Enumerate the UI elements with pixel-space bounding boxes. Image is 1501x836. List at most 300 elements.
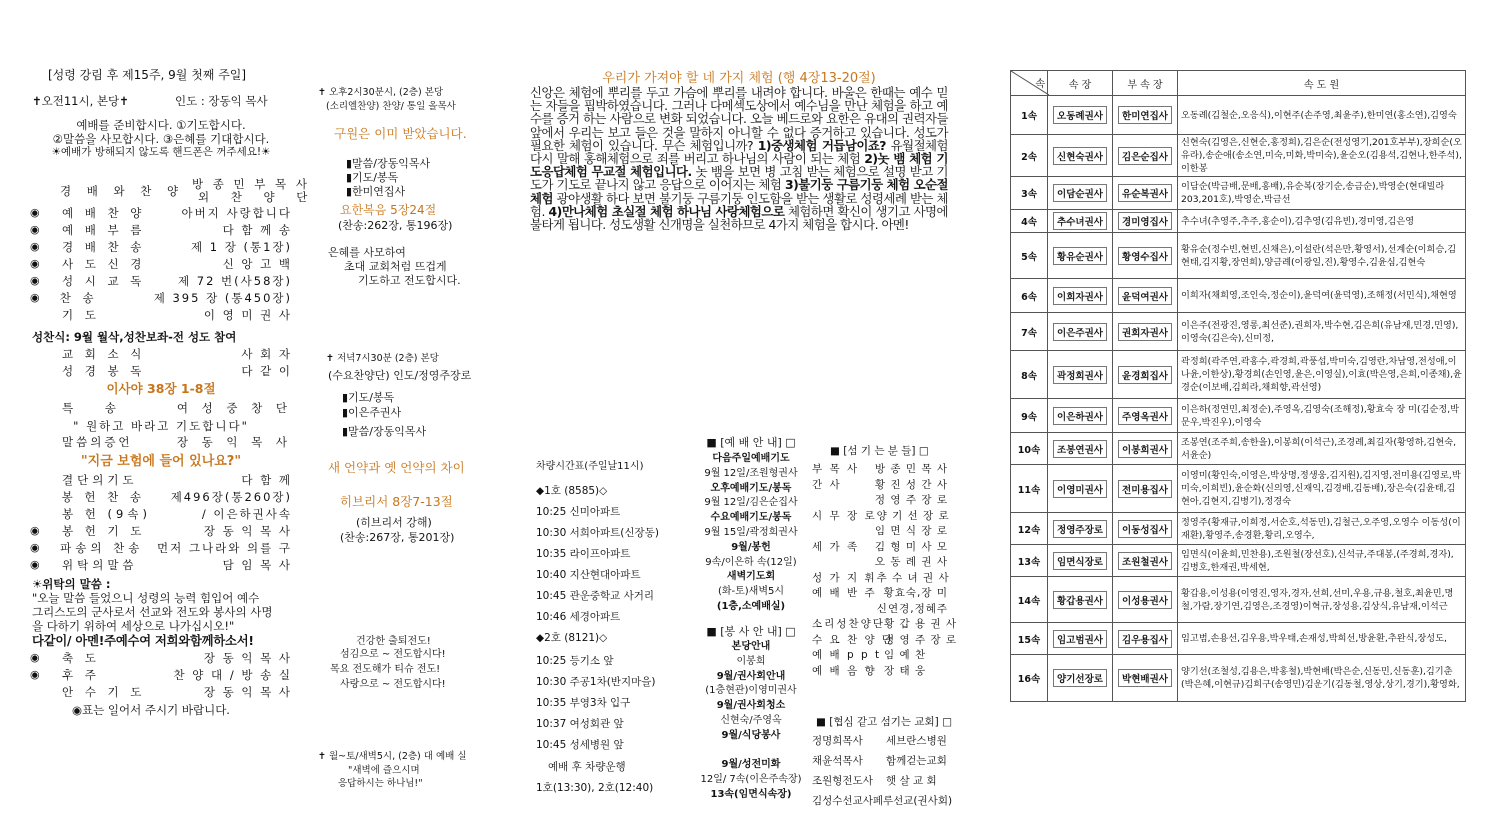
choir-pastor: 방 종 민 부 목 사 bbox=[192, 177, 310, 191]
commission-head: ☀위탁의 말씀 : bbox=[32, 577, 111, 591]
district-row bbox=[1011, 96, 1466, 135]
staff-role: 세 가 족 bbox=[812, 540, 860, 553]
prep-line-2: ②말씀을 사모합시다. ③은혜를 기대합시다. bbox=[52, 132, 270, 146]
district-row bbox=[1011, 279, 1466, 313]
district-subleader-name: 유순복권사 bbox=[1118, 184, 1172, 202]
afternoon-hymn: (찬송:262장, 통196장) bbox=[338, 219, 453, 232]
evening-scripture: 히브리서 8장7-13절 bbox=[340, 494, 453, 509]
info-item: 9속/이은하 속(12일) bbox=[705, 556, 797, 568]
info-item: 9월/권사회안내 bbox=[716, 670, 786, 682]
communion-note: 성찬식: 9월 월삭,성찬보좌-전 성도 참여 bbox=[32, 330, 237, 344]
district-row bbox=[1011, 433, 1466, 465]
district-subleader bbox=[1113, 210, 1178, 233]
evangelism-line-1: 건강한 출퇴전도! bbox=[356, 636, 431, 647]
district-subleader bbox=[1113, 96, 1178, 135]
district-subleader-name: 이봉희권사 bbox=[1118, 440, 1172, 458]
mission-place: 페루선교(권사회) bbox=[872, 795, 953, 807]
district-members: 조봉연(조주희,송한을),이봉희(이석근),조경례,최길자(황영하,김현숙,서윤순) bbox=[1178, 433, 1466, 465]
district-leader-name: 곽정희권사 bbox=[1053, 366, 1107, 384]
mission-head: ■ [협심 같고 섬기는 교회] □ bbox=[816, 716, 953, 728]
mission-row bbox=[812, 754, 948, 768]
bulletin-header: [성령 강림 후 제15주, 9월 첫째 주일] bbox=[48, 68, 247, 82]
grace-line-2: 초대 교회처럼 뜨겁게 bbox=[344, 260, 447, 273]
info-item: 다음주일예배기도 bbox=[712, 453, 790, 464]
district-number: 1속 bbox=[1011, 96, 1048, 135]
order-label: 찬 송 bbox=[59, 291, 98, 305]
staff-name: 양 기 선 장 로 bbox=[876, 509, 950, 522]
staff-row bbox=[812, 493, 948, 507]
dawn-line-1: ✝ 월~토/새벽5시, (2층) 대 예배 실 bbox=[318, 751, 467, 762]
district-row bbox=[1011, 233, 1466, 279]
order-label: 결단의기도 bbox=[62, 473, 138, 487]
district-subleader bbox=[1113, 465, 1178, 513]
afternoon-item-1: ▮말씀/장동익목사 bbox=[346, 157, 431, 170]
district-number: 14속 bbox=[1011, 577, 1048, 623]
service-time: ✝오전11시, 본당✝ bbox=[32, 94, 129, 108]
district-subleader bbox=[1113, 399, 1178, 433]
afternoon-scripture: 요한복음 5장24절 bbox=[340, 203, 437, 217]
order-value: 사 회 자 bbox=[241, 347, 292, 361]
district-members: 황유순(정수빈,현빈,신채은),이설란(석은만,황영서),선계순(이희승,김현태,김지황,장연희),양금례(이광일,진),황영수,김윤심,김현숙 bbox=[1178, 233, 1466, 279]
subleader-col-head: 부 속 장 bbox=[1113, 71, 1178, 96]
district-subleader-name: 김은순집사 bbox=[1118, 147, 1172, 165]
order-value: 제 1 장 (통1장) bbox=[190, 240, 292, 254]
evening-item-2: ▮이은주권사 bbox=[342, 406, 402, 419]
bullet-icon: ◉ bbox=[30, 206, 40, 219]
evening-time: ✝ 저녁7시30분 (2층) 본당 bbox=[326, 353, 439, 364]
district-table bbox=[1010, 70, 1466, 702]
special-song-performer: 여 성 중 창 단 bbox=[176, 401, 292, 415]
evening-sub2: (히브리서 강해) bbox=[356, 516, 432, 529]
order-value: 다 함 께 송 bbox=[222, 223, 292, 237]
district-subleader-name: 이동성집사 bbox=[1118, 520, 1172, 538]
bus-stop: 10:45 성세병원 앞 bbox=[536, 739, 624, 751]
district-number: 12속 bbox=[1011, 513, 1048, 545]
staff-role: 간 사 bbox=[812, 478, 842, 491]
order-value: 담 임 목 사 bbox=[222, 558, 292, 572]
bullet-icon: ◉ bbox=[30, 240, 40, 253]
worship-info-head: ■ [예 배 안 내] □ bbox=[706, 436, 796, 449]
staff-row bbox=[812, 617, 958, 631]
worship-praise-label: 경 배 와 찬 양 bbox=[60, 184, 185, 198]
district-leader-name: 황갑용권사 bbox=[1053, 591, 1107, 609]
district-row bbox=[1011, 210, 1466, 233]
mission-place: 세브란스병원 bbox=[886, 735, 947, 747]
order-label: 기 도 bbox=[62, 308, 100, 322]
afternoon-item-3: ▮한미연집사 bbox=[346, 185, 406, 198]
district-leader-name: 신현숙권사 bbox=[1053, 147, 1107, 165]
service-leader: 인도 : 장동익 목사 bbox=[175, 94, 268, 108]
district-leader-name: 이희자권사 bbox=[1053, 287, 1107, 305]
district-subleader-name: 김우용집사 bbox=[1118, 630, 1172, 648]
order-label: 안 수 기 도 bbox=[62, 685, 146, 699]
district-members: 정영주(황재규,이희정,서순호,석동민),김철근,오주영,오영수 이동성(이재환),황영주,송경환,황리,오영수, bbox=[1178, 513, 1466, 545]
bullet-icon: ◉ bbox=[30, 651, 40, 664]
staff-row bbox=[812, 633, 958, 647]
order-label: 사 도 신 경 bbox=[62, 257, 146, 271]
district-leader bbox=[1048, 513, 1113, 545]
district-members: 이은주(전광진,영롱,최선준),권희자,박수현,김은희(유남재,민경,민영),이영숙(김은숙),신미정, bbox=[1178, 313, 1466, 351]
district-subleader bbox=[1113, 233, 1178, 279]
district-subleader-name: 경미영집사 bbox=[1118, 212, 1172, 230]
order-value: 장 동 익 목 사 bbox=[203, 524, 292, 538]
district-number: 15속 bbox=[1011, 623, 1048, 655]
district-number: 10속 bbox=[1011, 433, 1048, 465]
sermon-title: "지금 보험에 들어 있나요?" bbox=[80, 454, 242, 469]
bus-stop: 10:46 세경아파트 bbox=[536, 611, 621, 623]
order-label: 파송의 찬송 bbox=[60, 541, 144, 555]
district-col-head: 속 bbox=[1035, 79, 1045, 90]
district-leader-name: 황유순권사 bbox=[1053, 247, 1107, 265]
info-item: 12일/ 7속(이은주속장) bbox=[700, 774, 802, 786]
district-leader bbox=[1048, 545, 1113, 577]
district-subleader bbox=[1113, 577, 1178, 623]
special-song-row bbox=[30, 401, 292, 415]
district-number: 3속 bbox=[1011, 177, 1048, 210]
district-leader-name: 정영주장로 bbox=[1053, 520, 1107, 538]
order-row bbox=[30, 223, 292, 237]
info-item: 이봉희 bbox=[736, 655, 766, 667]
staff-row bbox=[812, 509, 948, 523]
commission-line-3: 을 다하기 위하여 세상으로 나가십시오!" bbox=[32, 619, 235, 633]
staff-role: 수 요 찬 양 단 bbox=[812, 633, 895, 646]
staff-role: 소리성찬양단 bbox=[812, 618, 885, 630]
order-value: 제496장(통260장) bbox=[170, 490, 292, 504]
district-subleader bbox=[1113, 177, 1178, 210]
mission-row bbox=[812, 774, 948, 788]
district-diag-header bbox=[1011, 71, 1048, 96]
order-value: 장 동 익 목 사 bbox=[203, 685, 292, 699]
evening-item-1: ▮기도/봉독 bbox=[342, 391, 395, 404]
order-value: 장 동 익 목 사 bbox=[203, 651, 292, 665]
district-members: 신현숙(김영은,신현순,홍정희),김은순(전성영기,201호부부),장희순(오유라),송순애(송소연,미숙,미화,박미숙),윤순오(김용석,김현나,한주석),이한봉 bbox=[1178, 135, 1466, 177]
order-row bbox=[30, 206, 292, 220]
afternoon-sub: (소리엘찬양) 찬양/ 통일 올목사 bbox=[326, 101, 456, 112]
order-label: 봉 헌 기 도 bbox=[62, 524, 146, 538]
order-row bbox=[30, 490, 292, 504]
order-label: 봉 헌 (9속) bbox=[62, 507, 151, 521]
order-row bbox=[30, 558, 292, 572]
district-leader-name: 양기선장로 bbox=[1053, 669, 1107, 687]
district-leader-name: 임면식장로 bbox=[1053, 552, 1107, 570]
order-row bbox=[30, 274, 292, 288]
order-row bbox=[30, 473, 292, 487]
order-value: 제 395 장 (통450장) bbox=[153, 291, 292, 305]
district-members: 이희자(채희영,조인숙,정순이),윤덕여(윤덕영),조해정(서민식),채현영 bbox=[1178, 279, 1466, 313]
service-info-head: ■ [봉 사 안 내] □ bbox=[706, 625, 796, 638]
prep-line-1: 예배를 준비합시다. ①기도합시다. bbox=[76, 118, 246, 132]
district-subleader bbox=[1113, 545, 1178, 577]
district-number: 16속 bbox=[1011, 655, 1048, 702]
district-row bbox=[1011, 513, 1466, 545]
order-row bbox=[30, 507, 292, 521]
staff-role: 예 배 음 향 bbox=[812, 664, 877, 677]
order-label: 예 배 부 름 bbox=[62, 223, 146, 237]
district-leader bbox=[1048, 96, 1113, 135]
info-item: (1층,소예배실) bbox=[716, 601, 786, 612]
evening-hymn: (찬송:267장, 통201장) bbox=[340, 531, 455, 544]
grace-line-3: 기도하고 전도합시다. bbox=[358, 274, 461, 287]
district-leader bbox=[1048, 135, 1113, 177]
district-leader-name: 임고범권사 bbox=[1053, 630, 1107, 648]
afternoon-item-2: ▮기도/봉독 bbox=[346, 171, 399, 184]
order-value: 이 영 미 권 사 bbox=[203, 308, 292, 322]
mission-row bbox=[812, 794, 953, 808]
order-label: 예 배 찬 양 bbox=[62, 206, 146, 220]
staff-name: 황효숙,장 미 bbox=[883, 587, 948, 599]
staff-row bbox=[812, 540, 948, 554]
bus-stop: 10:35 라이프아파트 bbox=[536, 548, 631, 560]
afternoon-time: ✝ 오후2시30분시, (2층) 본당 bbox=[318, 87, 444, 98]
order-row bbox=[30, 364, 292, 378]
info-item: 신현숙/주영옥 bbox=[720, 715, 782, 726]
staff-row bbox=[812, 664, 948, 678]
staff-name: 방 종 민 목 사 bbox=[874, 463, 948, 475]
district-members: 양기선(조철성,김용은,박홍철),박현배(박은순,신동민,신동훈),김기춘(박은혜,이현규)김희구(송영민)김운기(김동철,영상,상기,경기),황영화, bbox=[1178, 655, 1466, 702]
staff-role: 시 무 장 로 bbox=[812, 509, 877, 522]
sermon-summary-title: 우리가 가져야 할 네 가지 체험 (행 4장13-20절) bbox=[602, 71, 876, 86]
order-value: 찬 양 대 / 방 송 실 bbox=[173, 668, 292, 682]
order-row bbox=[30, 541, 292, 555]
order-value: 먼저 그나라와 의를 구 bbox=[157, 541, 292, 555]
district-number: 2속 bbox=[1011, 135, 1048, 177]
staff-name: 신연경,정혜주 bbox=[876, 602, 948, 615]
bus-stop: 10:37 여성회관 앞 bbox=[536, 718, 624, 730]
mission-name: 조원형전도사 bbox=[812, 775, 873, 787]
evangelism-line-4: 사랑으로 ~ 전도합시다! bbox=[340, 679, 446, 690]
evening-item-3: ▮말씀/장동익목사 bbox=[342, 425, 427, 438]
district-subleader-name: 주영옥권사 bbox=[1118, 407, 1172, 425]
district-row bbox=[1011, 313, 1466, 351]
bus-stop: 10:25 등기소 앞 bbox=[536, 655, 614, 667]
district-row bbox=[1011, 399, 1466, 433]
order-row bbox=[30, 685, 292, 699]
district-subleader bbox=[1113, 433, 1178, 465]
district-subleader-name: 전미용집사 bbox=[1118, 480, 1172, 498]
district-number: 5속 bbox=[1011, 233, 1048, 279]
bus-stop: 10:30 서희아파트(신장동) bbox=[536, 527, 659, 539]
bus-stop: 10:30 주공1차(반지마을) bbox=[536, 676, 656, 688]
bullet-icon: ◉ bbox=[30, 541, 40, 554]
bullet-icon: ◉ bbox=[30, 274, 40, 287]
special-song-title: " 원하고 바라고 기도합니다" bbox=[73, 419, 249, 433]
staff-row bbox=[812, 571, 948, 585]
order-value: 신 앙 고 백 bbox=[222, 257, 292, 271]
district-leader-name: 이영미권사 bbox=[1053, 480, 1107, 498]
district-leader bbox=[1048, 465, 1113, 513]
info-item: 9월/봉헌 bbox=[731, 541, 771, 553]
district-number: 6속 bbox=[1011, 279, 1048, 313]
mission-row bbox=[812, 734, 948, 748]
order-label: 성 시 교 독 bbox=[62, 274, 146, 288]
district-members: 황갑용,이성용(이영진,영자,경자,선희,선미,우용,규용,철호,최윤민,명철,가람,장기연,김영은,조경영)이혁규,장성용,김상식,유남재,이석근 bbox=[1178, 577, 1466, 623]
bus-after-label: 예배 후 차량운행 bbox=[548, 761, 626, 773]
district-number: 11속 bbox=[1011, 465, 1048, 513]
bullet-icon: ◉ bbox=[30, 291, 40, 304]
staff-row bbox=[812, 555, 948, 569]
staff-role: 예 배 p p t bbox=[812, 649, 882, 661]
info-item: 9월/식당봉사 bbox=[721, 729, 781, 741]
order-value: 아버지 사랑합니다 bbox=[181, 206, 292, 220]
order-row bbox=[30, 651, 292, 665]
staff-row bbox=[812, 524, 948, 538]
district-leader bbox=[1048, 279, 1113, 313]
bus-stop: 10:25 신미아파트 bbox=[536, 506, 621, 518]
evening-title: 새 언약과 옛 언약의 차이 bbox=[328, 460, 465, 475]
district-number: 9속 bbox=[1011, 399, 1048, 433]
dawn-line-3: 응답하시는 하나님!" bbox=[338, 778, 423, 789]
evening-sub: (수요찬양단) 인도/정영주장로 bbox=[328, 369, 472, 382]
district-leader bbox=[1048, 399, 1113, 433]
district-subleader bbox=[1113, 623, 1178, 655]
district-leader-name: 이은주권사 bbox=[1053, 323, 1107, 341]
info-item: 9월/권사회청소 bbox=[716, 700, 786, 712]
district-leader bbox=[1048, 351, 1113, 399]
prep-line-3: ☀예배가 방해되지 않도록 핸드폰은 꺼주세요!☀ bbox=[51, 146, 271, 158]
district-number: 7속 bbox=[1011, 313, 1048, 351]
district-subleader bbox=[1113, 351, 1178, 399]
bus-stop: 10:40 지산현대아파트 bbox=[536, 569, 641, 581]
staff-row bbox=[812, 586, 948, 600]
info-item: 오후예배기도/봉독 bbox=[710, 482, 792, 494]
staff-role: 성 가 지 휘 bbox=[812, 571, 877, 584]
order-row bbox=[30, 308, 292, 322]
order-value: / 이은하권사속 bbox=[201, 507, 292, 521]
district-subleader-name: 권희자권사 bbox=[1118, 323, 1172, 341]
info-item: 9월 15일/곽정희권사 bbox=[704, 527, 798, 538]
district-number: 8속 bbox=[1011, 351, 1048, 399]
scripture-reading: 이사야 38장 1-8절 bbox=[106, 381, 216, 396]
members-col-head: 속 도 원 bbox=[1178, 71, 1466, 96]
staff-name: 김 형 미 사 모 bbox=[874, 540, 948, 553]
district-row bbox=[1011, 135, 1466, 177]
evangelism-line-2: 섬김으로 ~ 전도합시다! bbox=[340, 649, 446, 660]
info-item: 13속(임면식속장) bbox=[710, 789, 792, 800]
info-item: 9월 12일/김은순집사 bbox=[704, 497, 798, 509]
mission-place: 함께걷는교회 bbox=[886, 755, 947, 767]
district-leader bbox=[1048, 233, 1113, 279]
district-leader bbox=[1048, 577, 1113, 623]
dawn-line-2: "새벽에 즐으시며 bbox=[348, 765, 420, 776]
district-leader-name: 이은하권사 bbox=[1053, 407, 1107, 425]
district-leader bbox=[1048, 177, 1113, 210]
district-row bbox=[1011, 655, 1466, 702]
order-label: 후 주 bbox=[61, 668, 100, 682]
order-label: 위탁의말씀 bbox=[62, 558, 138, 572]
bus-route-1: ◆1호 (8585)◇ bbox=[536, 485, 608, 497]
order-value: 제 72 번(사58장) bbox=[178, 274, 292, 288]
district-members: 오동례(김철순,오응식),이현주(손주영,최윤주),한미연(홍소연),김영숙 bbox=[1178, 96, 1466, 135]
staff-name: 황 갑 용 권 사 bbox=[884, 618, 958, 630]
order-label: 성 경 봉 독 bbox=[62, 364, 146, 378]
order-label: 교 회 소 식 bbox=[62, 347, 146, 361]
leader-col-head: 속 장 bbox=[1048, 71, 1113, 96]
district-subleader-name: 황영수집사 bbox=[1118, 247, 1172, 265]
staff-row bbox=[812, 602, 948, 616]
footnote: ◉표는 일어서 주시기 바랍니다. bbox=[72, 703, 230, 717]
staff-name: 장 태 웅 bbox=[884, 664, 927, 677]
district-members: 임고범,손용선,김우용,박우태,손재성,박희선,방윤환,추완식,장성도, bbox=[1178, 623, 1466, 655]
commission-line-1: "오늘 말씀 들었으니 성령의 능력 힘입어 예수 bbox=[32, 591, 260, 605]
staff-name: 정 영 주 장 로 bbox=[884, 633, 958, 646]
order-row bbox=[30, 524, 292, 538]
bullet-icon: ◉ bbox=[30, 558, 40, 571]
praise-team: 외 찬 양 단 bbox=[198, 190, 317, 204]
order-row bbox=[30, 240, 292, 254]
mission-place: 햇 살 교 회 bbox=[886, 775, 937, 787]
sermon-emphasis: 4)만나체험 초실절 체험 하나님 사랑체험으로 bbox=[548, 203, 785, 219]
bullet-icon: ◉ bbox=[30, 668, 40, 681]
sermon-emphasis: 1)중생체험 거듭남이죠? bbox=[757, 137, 886, 153]
bus-stop: 10:35 부영3차 입구 bbox=[536, 697, 631, 709]
district-members: 이영미(황인숙,이영은,박상명,정생웅,김지원),김지영,전미용(김영로,박미숙,이희빈),윤순화(신의영,신재익,김경배,김동배),장은숙(김윤태,김현아,김현지,김병기),정경숙 bbox=[1178, 465, 1466, 513]
district-members: 이은하(정연민,최정순),주영옥,김영숙(조해정),황효숙 장 미(김순정,박문우,박진우),이영숙 bbox=[1178, 399, 1466, 433]
special-song-label: 특 송 bbox=[62, 401, 130, 415]
district-row bbox=[1011, 623, 1466, 655]
staff-name: 오 동 례 권 사 bbox=[874, 556, 948, 568]
district-leader bbox=[1048, 433, 1113, 465]
district-leader bbox=[1048, 313, 1113, 351]
district-members: 임면식(이윤희,민찬용),조원철(장선호),신석규,주대봉,(주경희,경자),김병호,한재권,박세현, bbox=[1178, 545, 1466, 577]
district-leader bbox=[1048, 623, 1113, 655]
district-members: 곽정희(곽주연,곽홍수,곽경희,곽풍섭,박미숙,김영란,차남영,전성애,이나윤,이한상),황경희(손인영,윤은,이영실),이효(박은영,은희,이종채),윤경순(이보배,김희라,채희향,곽선영) bbox=[1178, 351, 1466, 399]
district-leader-name: 오동례권사 bbox=[1053, 106, 1107, 124]
mission-name: 정명희목사 bbox=[812, 735, 863, 747]
staff-row bbox=[812, 478, 948, 492]
staff-name: 임 예 찬 bbox=[884, 649, 927, 661]
district-row bbox=[1011, 545, 1466, 577]
district-subleader bbox=[1113, 655, 1178, 702]
bullet-icon: ◉ bbox=[30, 524, 40, 537]
district-row bbox=[1011, 351, 1466, 399]
order-row bbox=[30, 668, 292, 682]
staff-row bbox=[812, 648, 948, 662]
district-row bbox=[1011, 177, 1466, 210]
district-row bbox=[1011, 577, 1466, 623]
district-subleader bbox=[1113, 135, 1178, 177]
order-label: 축 도 bbox=[62, 651, 100, 665]
order-row bbox=[30, 291, 292, 305]
district-leader-name: 이담순권사 bbox=[1053, 184, 1107, 202]
district-row bbox=[1011, 465, 1466, 513]
info-item: (1층현관)이영미권사 bbox=[705, 685, 797, 697]
staff-name: 황 진 성 간 사 bbox=[874, 478, 948, 491]
bus-stop: 10:45 관운중학교 사거리 bbox=[536, 590, 655, 602]
district-members: 추수녀(추영주,추주,홍순이),김추영(김유빈),경미영,김은영 bbox=[1178, 210, 1466, 233]
staff-row bbox=[812, 462, 948, 476]
info-item: 9월/성전미화 bbox=[721, 759, 781, 771]
sermon-preacher: 장 동 익 목 사 bbox=[176, 435, 292, 449]
staff-name: 임 면 식 장 로 bbox=[874, 525, 948, 537]
district-subleader-name: 윤덕여권사 bbox=[1118, 287, 1172, 305]
sermon-emphasis: 3)불기둥 구름기둥 체험 오순절 체험 bbox=[530, 177, 948, 206]
staff-role: 예 배 반 주 bbox=[812, 587, 877, 599]
order-label: 경 배 찬 송 bbox=[62, 240, 146, 254]
afternoon-title: 구원은 이미 받았습니다. bbox=[334, 126, 467, 141]
sermon-label: 말씀의증언 bbox=[62, 435, 133, 449]
info-item: 본당안내 bbox=[731, 641, 771, 652]
bus-route-2: ◆2호 (8121)◇ bbox=[536, 632, 608, 644]
district-subleader bbox=[1113, 279, 1178, 313]
district-subleader-name: 박현배권사 bbox=[1118, 669, 1172, 687]
mission-name: 김성수선교사 bbox=[812, 795, 873, 807]
staff-name: 정 영 주 장 로 bbox=[874, 494, 948, 506]
info-item: 수요예배기도/봉독 bbox=[710, 512, 792, 524]
district-subleader bbox=[1113, 313, 1178, 351]
district-number: 4속 bbox=[1011, 210, 1048, 233]
district-leader-name: 조봉연권사 bbox=[1053, 440, 1107, 458]
district-subleader-name: 이성용권사 bbox=[1118, 591, 1172, 609]
